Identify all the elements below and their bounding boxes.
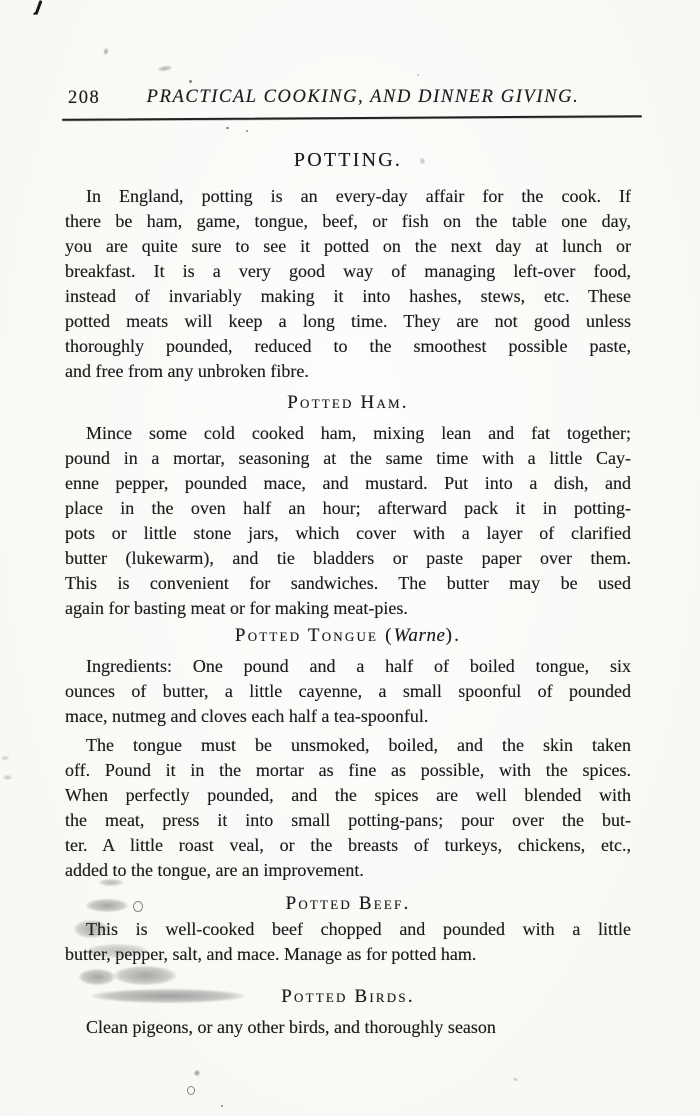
text-line: you are quite sure to see it potted on the next day at lunch or	[65, 236, 631, 256]
text-line: thoroughly pounded, reduced to the smoothest possible paste,	[65, 336, 631, 356]
page-header	[65, 87, 631, 111]
ink-speck	[513, 1077, 519, 1082]
text-line: Mince some cold cooked ham, mixing lean and fat together;	[86, 423, 631, 443]
text-line: butter, pepper, salt, and mace. Manage as for potted ham.	[65, 944, 477, 964]
ink-smudge	[99, 879, 123, 886]
ink-speck	[417, 74, 419, 76]
text-line: Ingredients: One pound and a half of boiled tongue, six	[86, 656, 631, 676]
text-line: ounces of butter, a little cayenne, a small spoonful of pounded	[65, 681, 631, 701]
heading-text: Potted Ham.	[287, 392, 409, 413]
ink-smudge	[74, 920, 108, 938]
heading-text: ).	[445, 625, 462, 646]
text-line: the meat, press it into small potting-pans; pour over the but-	[65, 810, 631, 830]
ink-smudge	[86, 944, 148, 958]
ink-smudge	[86, 899, 128, 912]
heading-potted-beef	[65, 891, 631, 916]
heading-potted-tongue	[65, 623, 631, 648]
ink-smudge	[92, 989, 244, 1003]
heading-text: Potted Beef.	[285, 893, 411, 914]
ink-smudge	[133, 901, 143, 912]
paragraph-potted-tongue	[65, 733, 631, 883]
ink-speck	[187, 1086, 195, 1095]
text-line: potted meats will keep a long time. They are not good unless	[65, 311, 631, 331]
text-line: breakfast. It is a very good way of managing left-over food,	[65, 261, 631, 281]
paragraph-potting-intro	[65, 184, 631, 384]
text-line: When perfectly pounded, and the spices are well blended with	[65, 785, 631, 805]
text-line: and free from any unbroken fibre.	[65, 361, 309, 381]
text-line: place in the oven half an hour; afterward pack it in potting-	[65, 498, 631, 518]
paragraph-potted-ham	[65, 421, 631, 621]
ink-speck	[226, 127, 229, 129]
heading-text: Potted Birds.	[281, 986, 415, 1007]
text-line: butter (lukewarm), and tie bladders or paste paper over them.	[65, 548, 631, 568]
text-line: ter. A little roast veal, or the breasts of turkeys, chickens, etc.,	[65, 835, 631, 855]
paragraph-potted-beef	[65, 917, 631, 967]
paragraph-potted-tongue	[65, 654, 631, 729]
ink-speck	[221, 1105, 223, 1107]
text-line: again for basting meat or for making meat-pies.	[65, 598, 408, 618]
ink-smudge	[114, 966, 176, 985]
text-line: pots or little stone jars, which cover with a layer of clarified	[65, 523, 631, 543]
text-line: In England, potting is an every-day affair for the cook. If	[86, 186, 631, 206]
page-number: 208	[68, 88, 101, 108]
heading-italic-part: Warne	[393, 625, 446, 646]
ink-speck	[103, 48, 109, 56]
running-title: PRACTICAL COOKING, AND DINNER GIVING.	[146, 87, 580, 107]
text-line: there be ham, game, tongue, beef, or fish on the table one day,	[65, 211, 631, 231]
content	[65, 184, 631, 1040]
text-line: pound in a mortar, seasoning at the same time with a little Cay-	[65, 448, 631, 468]
text-line: Clean pigeons, or any other birds, and thoroughly season	[86, 1017, 496, 1037]
ink-speck	[158, 65, 173, 72]
text-line: enne pepper, pounded mace, and mustard. Put into a dish, and	[65, 473, 631, 493]
ink-speck	[3, 775, 12, 780]
header-rule	[62, 115, 642, 121]
chapter-title: POTTING.	[293, 149, 403, 171]
ink-speck	[1, 756, 9, 760]
heading-potted-ham	[65, 390, 631, 415]
text-line: This is convenient for sandwiches. The butter may be used	[65, 573, 631, 593]
ink-speck	[194, 1070, 200, 1076]
ink-speck	[189, 80, 192, 83]
ink-smudge	[79, 969, 115, 985]
text-line: This is well-cooked beef chopped and pounded with a little	[86, 919, 631, 939]
heading-text: Potted Tongue (	[234, 625, 394, 646]
text-line: added to the tongue, are an improvement.	[65, 860, 364, 880]
text-line: instead of invariably making it into hashes, stews, etc. These	[65, 286, 631, 306]
text-line: The tongue must be unsmoked, boiled, and the skin taken	[86, 735, 631, 755]
text-line: mace, nutmeg and cloves each half a tea-spoonful.	[65, 706, 429, 726]
ink-speck	[246, 130, 248, 132]
text-line: off. Pound it in the mortar as fine as possible, with the spices.	[65, 760, 631, 780]
paragraph-potted-birds	[65, 1015, 631, 1040]
